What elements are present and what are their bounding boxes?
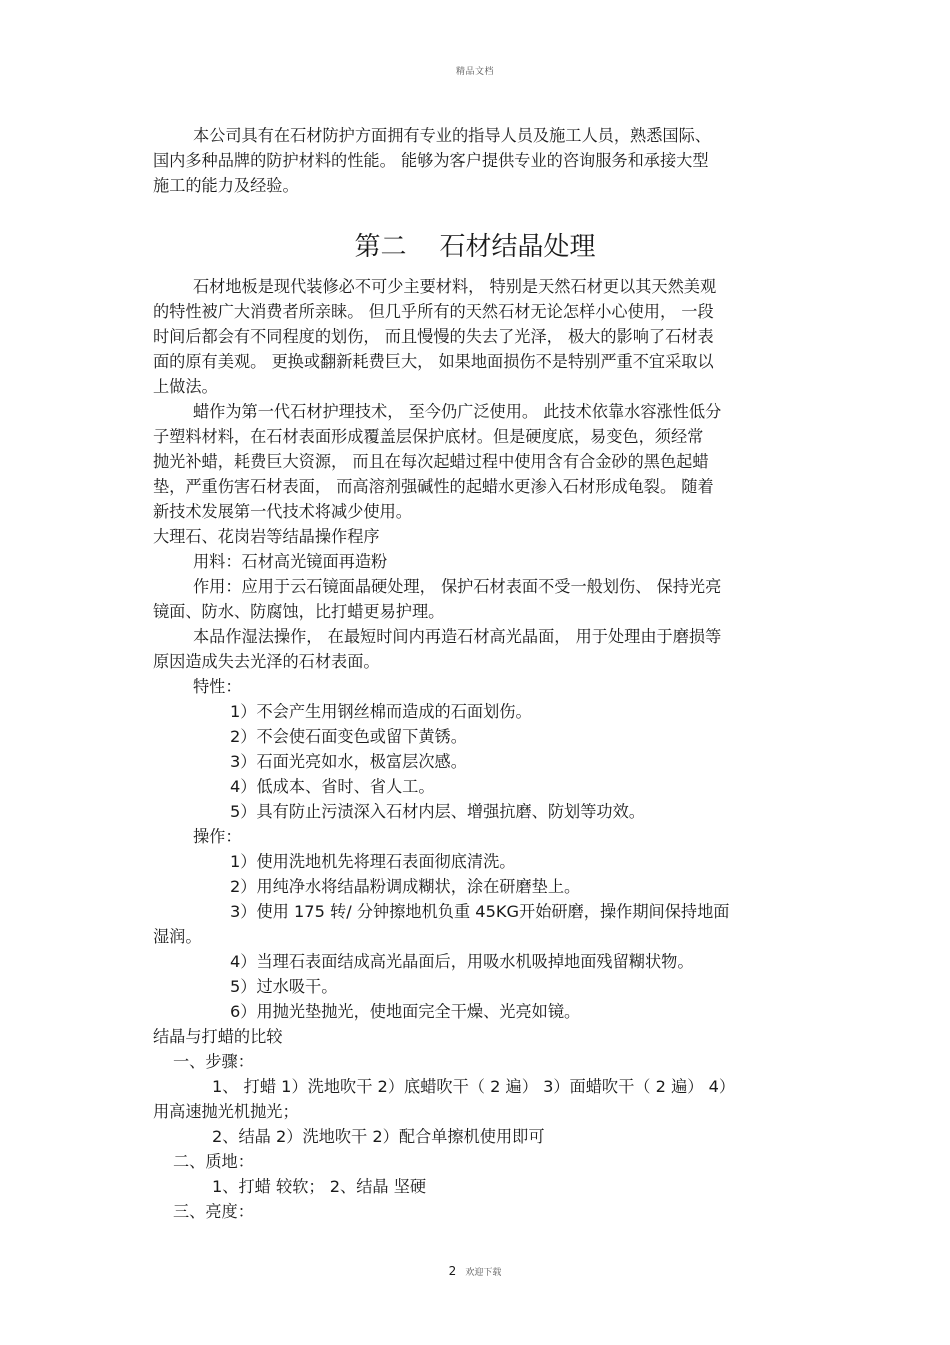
paragraph-line: 上做法。 [153, 377, 218, 396]
paragraph-line: 石材地板是现代装修必不可少主要材料， 特别是天然石材更以其天然美观 [193, 277, 717, 296]
paragraph-line: 的特性被广大消费者所亲睐。 但几乎所有的天然石材无论怎样小心使用， 一段 [153, 302, 714, 321]
paragraph-line: 本公司具有在石材防护方面拥有专业的指导人员及施工人员，熟悉国际、 [193, 126, 711, 145]
paragraph-line: 用料：石材高光镜面再造粉 [193, 552, 388, 571]
list-item: 2）用纯净水将结晶粉调成糊状，涂在研磨垫上。 [230, 877, 581, 896]
page-footer [0, 1260, 950, 1279]
paragraph-line: 时间后都会有不同程度的划伤， 而且慢慢的失去了光泽， 极大的影响了石材表 [153, 327, 714, 346]
paragraph-line: 本品作湿法操作， 在最短时间内再造石材高光晶面， 用于处理由于磨损等 [193, 627, 722, 646]
list-item: 2、结晶 2）洗地吹干 2）配合单擦机使用即可 [212, 1127, 545, 1146]
list-item: 5）具有防止污渍深入石材内层、增强抗磨、防划等功效。 [230, 802, 645, 821]
list-item: 1、打蜡 较软； 2、结晶 坚硬 [212, 1177, 427, 1196]
list-item: 2）不会使石面变色或留下黄锈。 [230, 727, 467, 746]
footer-tagline: 欢迎下载 [465, 1268, 502, 1278]
list-item: 3）石面光亮如水，极富层次感。 [230, 752, 467, 771]
paragraph-line: 施工的能力及经验。 [153, 176, 299, 195]
subheading: 大理石、花岗岩等结晶操作程序 [153, 527, 380, 546]
list-item: 3）使用 175 转/ 分钟擦地机负重 45KG开始研磨，操作期间保持地面 [230, 902, 730, 921]
list-item: 4）当理石表面结成高光晶面后，用吸水机吸掉地面残留糊状物。 [230, 952, 694, 971]
list-item: 4）低成本、省时、省人工。 [230, 777, 435, 796]
section-title: 第二 石材结晶处理 [354, 232, 596, 262]
paragraph-line: 子塑料材料，在石材表面形成覆盖层保护底材。但是硬度底，易变色，须经常 [153, 427, 704, 446]
list-heading: 特性： [193, 677, 242, 696]
paragraph-line: 新技术发展第一代技术将减少使用。 [153, 502, 412, 521]
list-item: 1）不会产生用钢丝棉而造成的石面划伤。 [230, 702, 532, 721]
subheading: 结晶与打蜡的比较 [153, 1027, 283, 1046]
list-item: 6）用抛光垫抛光，使地面完全干燥、光亮如镜。 [230, 1002, 581, 1021]
paragraph-line: 垫，严重伤害石材表面， 而高溶剂强碱性的起蜡水更渗入石材形成龟裂。 随着 [153, 477, 714, 496]
paragraph-line: 国内多种品牌的防护材料的性能。 能够为客户提供专业的咨询服务和承接大型 [153, 151, 709, 170]
list-item: 5）过水吸干。 [230, 977, 338, 996]
list-item: 1、 打蜡 1）洗地吹干 2）底蜡吹干（ 2 遍） 3）面蜡吹干（ 2 遍） 4） [212, 1077, 736, 1096]
paragraph-line: 面的原有美观。 更换或翻新耗费巨大， 如果地面损伤不是特别严重不宜采取以 [153, 352, 714, 371]
list-heading: 一、步骤： [173, 1052, 254, 1071]
paragraph-line: 作用：应用于云石镜面晶硬处理， 保护石材表面不受一般划伤、 保持光亮 [193, 577, 722, 596]
list-heading: 操作： [193, 827, 242, 846]
page-number: 2 [448, 1264, 457, 1278]
page-header: 精品文档 [455, 67, 494, 77]
paragraph-line: 原因造成失去光泽的石材表面。 [153, 652, 380, 671]
list-item: 1）使用洗地机先将理石表面彻底清洗。 [230, 852, 516, 871]
paragraph-line: 抛光补蜡，耗费巨大资源， 而且在每次起蜡过程中使用含有合金砂的黑色起蜡 [153, 452, 709, 471]
paragraph-line: 镜面、防水、防腐蚀，比打蜡更易护理。 [153, 602, 445, 621]
list-heading: 三、亮度： [173, 1202, 254, 1221]
list-heading: 二、质地： [173, 1152, 254, 1171]
list-item: 湿润。 [153, 927, 202, 946]
paragraph-line: 蜡作为第一代石材护理技术， 至今仍广泛使用。 此技术依靠水容涨性低分 [193, 402, 722, 421]
list-item: 用高速抛光机抛光； [153, 1102, 299, 1121]
